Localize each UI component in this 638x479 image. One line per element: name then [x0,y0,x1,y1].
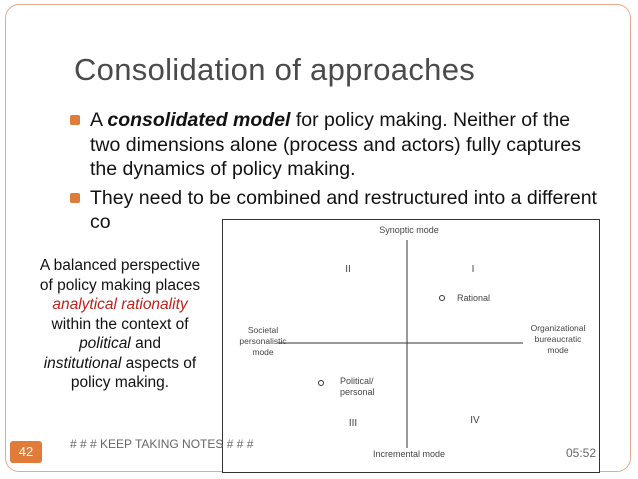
bullet-text: They need to be combined and restructured into a different co [90,186,597,233]
top-axis-label: Synoptic mode [379,225,439,235]
quadrant-label-ii: II [345,264,351,275]
right-axis-label-1: Organizational [530,323,586,333]
bullet-marker-icon [70,193,80,203]
slide-title: Consolidation of approaches [74,52,476,87]
bullet-text: A [90,109,108,131]
side-note-italic: political [79,335,131,352]
bullet-item [70,108,605,182]
right-axis-label-2: bureaucratic [534,334,582,344]
side-note-text: and [130,335,161,352]
right-axis-label-3: mode [547,345,569,355]
slide-number-badge: 42 [10,441,42,463]
political-point-label-2: personal [340,387,375,397]
footer-text: # # # KEEP TAKING NOTES # # # [70,437,254,451]
side-note-text: aspects of policy making. [70,354,197,391]
side-note-text: within the context of [51,315,189,333]
footer-time: 05:52 [566,446,597,460]
bullet-text: for policy making. Neither of the two dimensions alone (process and actors) fully captures the dynamics of policy making. [90,109,581,180]
bullet-marker-icon [70,115,80,125]
quadrant-label-iv: IV [470,415,480,426]
left-axis-label-3: mode [252,347,274,357]
side-note [34,256,206,393]
rational-point-icon [440,296,445,301]
side-note-text: A balanced perspective of policy making places [39,257,201,294]
diagram-svg [223,220,599,472]
political-point-label-1: Political/ [340,376,374,386]
side-note-italic: institutional [43,354,122,372]
bottom-axis-label: Incremental mode [372,449,446,459]
left-axis-label-1: Societal [247,325,279,335]
bullet-emphasis: consolidated model [107,109,291,131]
quadrant-label-i: I [471,264,475,275]
policy-mode-diagram [222,219,600,473]
left-axis-label-2: personalistic [239,336,287,346]
rational-point-label: Rational [457,293,491,303]
side-note-highlight: analytical rationality [52,296,188,313]
political-point-icon [319,381,324,386]
quadrant-label-iii: III [348,418,358,429]
